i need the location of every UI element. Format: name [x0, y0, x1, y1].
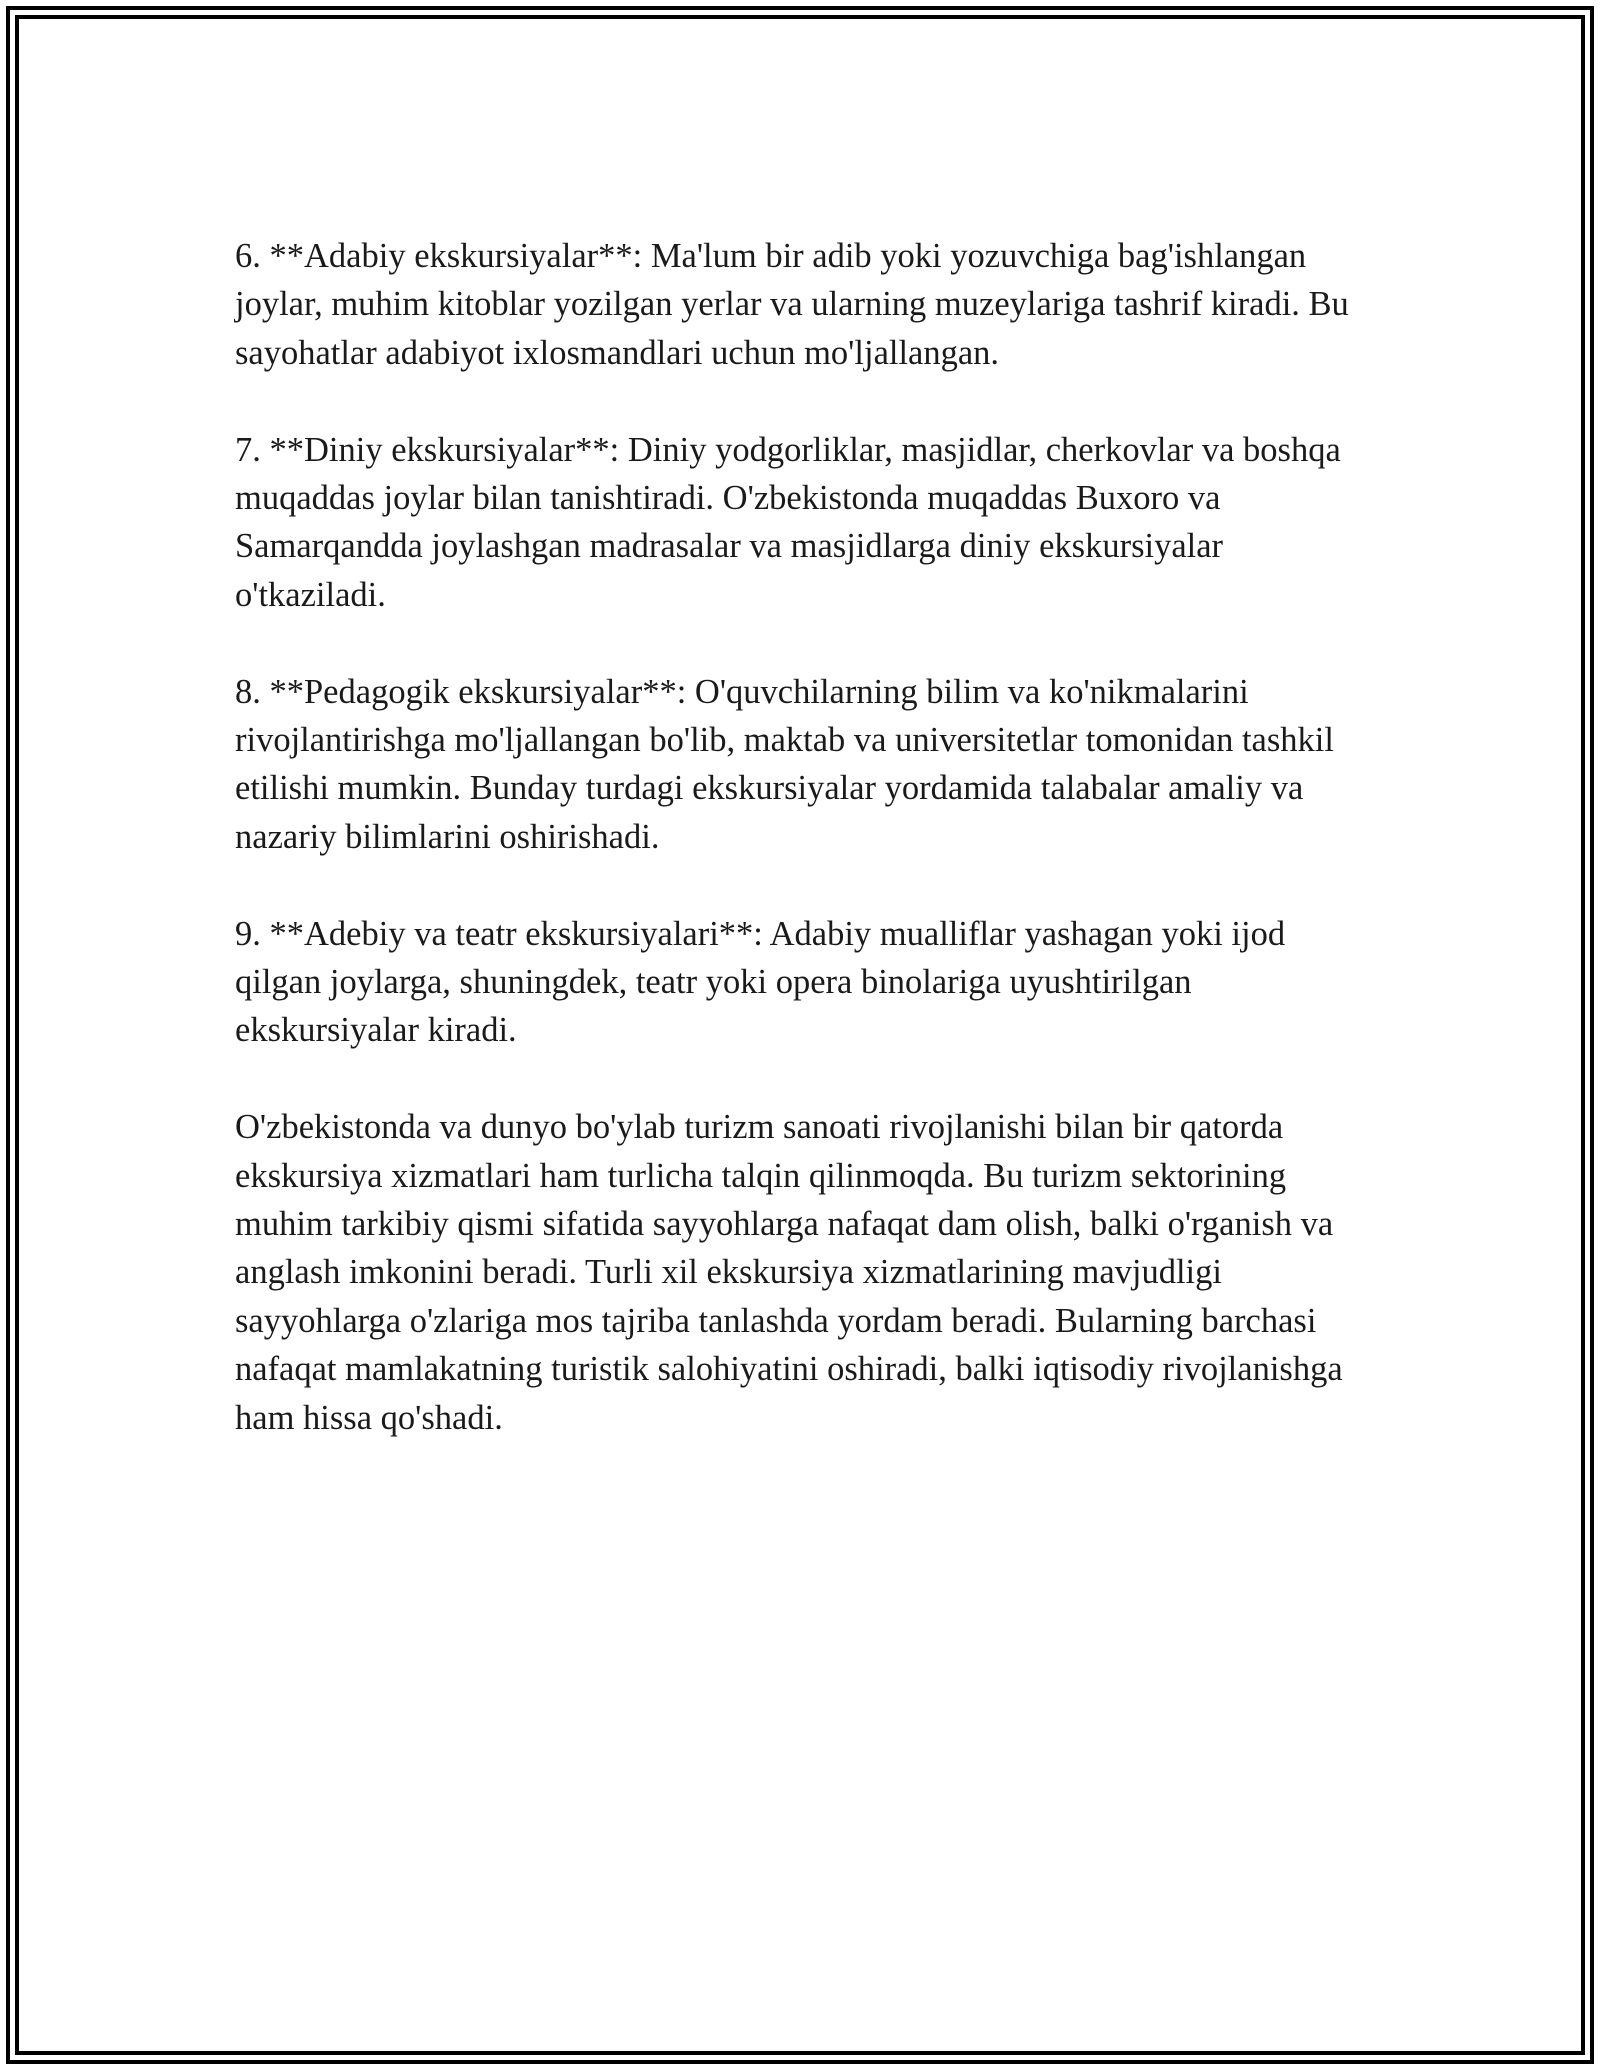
document-body — [235, 232, 1365, 1490]
paragraph-item-8-pedagogik: 8. **Pedagogik ekskursiyalar**: O'quvchilarning bilim va ko'nikmalarini rivojlantirishga mo'ljallangan bo'lib, maktab va universitetlar tomonidan tashkil etilishi mumkin. Bunday turdagi ekskursiyalar yordamida talabalar amaliy va nazariy bilimlarini oshirishadi. — [235, 672, 1334, 856]
paragraph-item-9-adebiy-teatr: 9. **Adebiy va teatr ekskursiyalari**: Adabiy mualliflar yashagan yoki ijod qilgan joylarga, shuningdek, teatr yoki opera binolariga uyushtirilgan ekskursiyalar kiradi. — [235, 914, 1286, 1050]
paragraph-conclusion: O'zbekistonda va dunyo bo'ylab turizm sanoati rivojlanishi bilan bir qatorda ekskursiya xizmatlari ham turlicha talqin qilinmoqda. Bu turizm sektorining muhim tarkibiy qismi sifatida sayyohlarga nafaqat dam olish, balki o'rganish va anglash imkonini beradi. Turli xil ekskursiya xizmatlarining mavjudligi sayyohlarga o'zlariga mos tajriba tanlashda yordam beradi. Bularning barchasi nafaqat mamlakatning turistik salohiyatini oshiradi, balki iqtisodiy rivojlanishga ham hissa qo'shadi. — [235, 1108, 1343, 1437]
paragraph-item-7-diniy: 7. **Diniy ekskursiyalar**: Diniy yodgorliklar, masjidlar, cherkovlar va boshqa muqaddas joylar bilan tanishtiradi. O'zbekistonda muqaddas Buxoro va Samarqandda joylashgan madrasalar va masjidlarga diniy ekskursiyalar o'tkaziladi. — [235, 430, 1341, 614]
paragraph-item-6-adabiy: 6. **Adabiy ekskursiyalar**: Ma'lum bir adib yoki yozuvchiga bag'ishlangan joylar, muhim kitoblar yozilgan yerlar va ularning muzeylariga tashrif kiradi. Bu sayohatlar adabiyot ixlosmandlari uchun mo'ljallangan. — [235, 237, 1349, 372]
